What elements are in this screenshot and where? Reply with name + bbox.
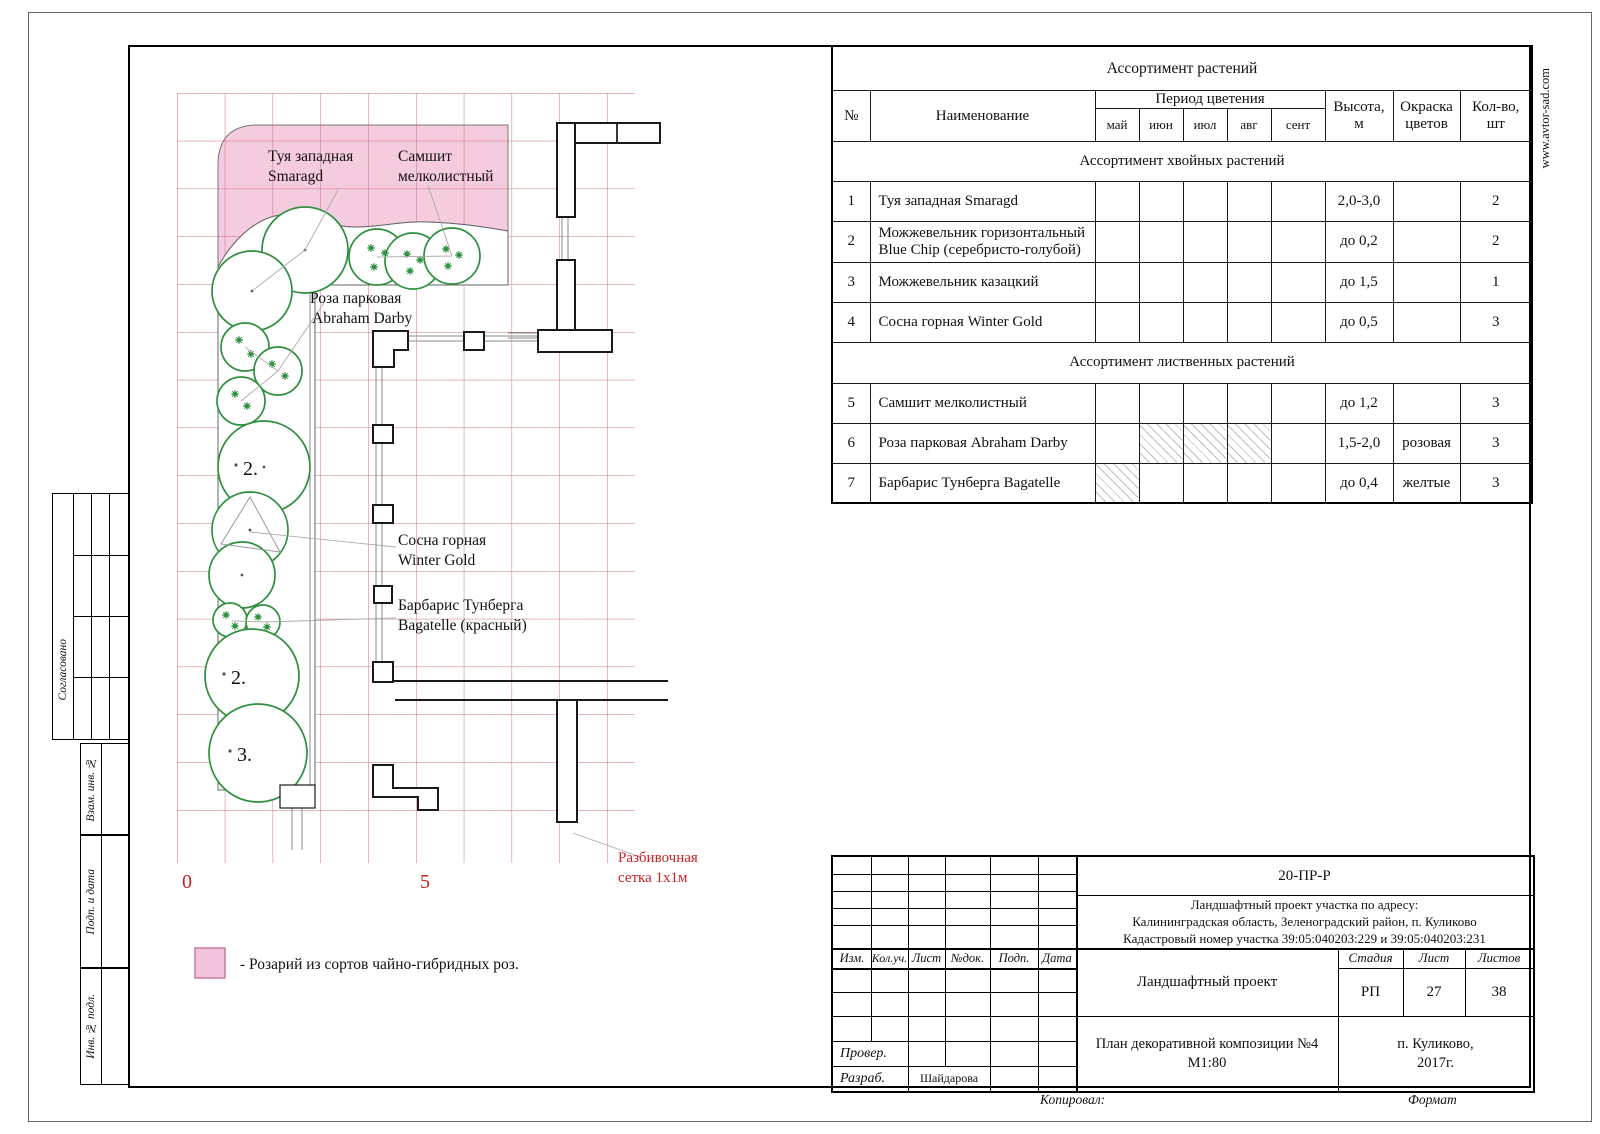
bloom-cell bbox=[1271, 383, 1325, 423]
col-header-name: Наименование bbox=[870, 91, 1095, 142]
tb-place-line1: п. Куликово, bbox=[1397, 1035, 1474, 1052]
tb-prover-label: Провер. bbox=[840, 1045, 887, 1061]
title-block bbox=[831, 855, 1535, 1093]
row-name: Можжевельник горизонтальный Blue Chip (серебристо-голубой) bbox=[870, 221, 1095, 262]
row-qty: 2 bbox=[1460, 221, 1532, 262]
bloom-cell bbox=[1095, 383, 1139, 423]
row-qty: 3 bbox=[1460, 463, 1532, 503]
row-qty: 3 bbox=[1460, 383, 1532, 423]
tb-line bbox=[833, 992, 1076, 993]
bloom-cell bbox=[1139, 221, 1183, 262]
plant-marker: 2. bbox=[243, 458, 258, 480]
row-color bbox=[1393, 262, 1460, 302]
boxwood-label-line2: мелколистный bbox=[398, 168, 494, 185]
fence-post bbox=[374, 586, 392, 603]
podp-data-box bbox=[80, 834, 129, 969]
row-color bbox=[1393, 221, 1460, 262]
legend-rosary-swatch bbox=[195, 948, 225, 978]
pine-label-line1: Сосна горная bbox=[398, 532, 487, 549]
bloom-cell bbox=[1183, 302, 1227, 342]
bloom-cell bbox=[1095, 423, 1139, 463]
bloom-cell bbox=[1139, 181, 1183, 221]
table-row bbox=[832, 221, 1532, 262]
row-height: до 0,5 bbox=[1325, 302, 1393, 342]
tb-stage-value: РП bbox=[1360, 983, 1381, 1000]
row-qty: 3 bbox=[1460, 302, 1532, 342]
site-plan bbox=[128, 45, 832, 1089]
tb-header-data: Дата bbox=[1042, 950, 1072, 965]
tb-drawing-title-line1: План декоративной композиции №4 bbox=[1095, 1035, 1319, 1052]
plant-marker: 2. bbox=[231, 667, 246, 689]
bloom-cell bbox=[1095, 262, 1139, 302]
fence-post bbox=[464, 332, 484, 350]
row-name: Можжевельник казацкий bbox=[870, 262, 1095, 302]
plant-marker: 3. bbox=[237, 744, 252, 766]
bloom-cell bbox=[1183, 221, 1227, 262]
table-row bbox=[832, 423, 1532, 463]
tb-header-podp: Подп. bbox=[998, 950, 1030, 965]
bloom-cell bbox=[1271, 423, 1325, 463]
layout-grid-ticks bbox=[177, 837, 635, 863]
table-row bbox=[832, 302, 1532, 342]
vzam-inv-label: Взам. инв. № bbox=[85, 757, 97, 822]
row-height: до 1,2 bbox=[1325, 383, 1393, 423]
row-num: 5 bbox=[832, 383, 870, 423]
tb-line bbox=[833, 874, 1076, 875]
month-header: авг bbox=[1227, 108, 1271, 141]
thuja-label-line2: Smaragd bbox=[268, 168, 324, 185]
bloom-cell bbox=[1227, 302, 1271, 342]
bloom-cell bbox=[1139, 302, 1183, 342]
barberry-label-line2: Bagatelle (красный) bbox=[398, 617, 527, 634]
col-header-num: № bbox=[832, 91, 870, 142]
fence-post bbox=[373, 425, 393, 443]
bloom-cell bbox=[1139, 383, 1183, 423]
inv-podl-box bbox=[80, 967, 129, 1085]
tb-header-koluch: Кол.уч. bbox=[871, 950, 908, 965]
stamp-divider bbox=[73, 616, 128, 617]
building-wall bbox=[557, 123, 575, 217]
rose-label-line2: Abraham Darby bbox=[312, 310, 413, 327]
bloom-cell bbox=[1227, 221, 1271, 262]
row-name: Туя западная Smaragd bbox=[870, 181, 1095, 221]
table-row bbox=[832, 262, 1532, 302]
tb-drawing-title bbox=[1076, 1016, 1338, 1091]
tb-line bbox=[1038, 857, 1039, 1091]
tb-razrab-name: Шайдарова bbox=[919, 1071, 979, 1085]
bloom-cell bbox=[1183, 383, 1227, 423]
bloom-cell bbox=[1183, 181, 1227, 221]
tb-header-ndok: №док. bbox=[950, 950, 985, 965]
row-color: желтые bbox=[1393, 463, 1460, 503]
section-header-conifer: Ассортимент хвойных растений bbox=[832, 141, 1532, 181]
tb-header-izm: Изм. bbox=[839, 950, 865, 965]
podp-data-label: Подп. и дата bbox=[85, 868, 97, 935]
row-name: Самшит мелколистный bbox=[870, 383, 1095, 423]
row-color bbox=[1393, 383, 1460, 423]
format-label: Формат bbox=[1408, 1092, 1457, 1107]
bloom-cell bbox=[1227, 383, 1271, 423]
assortment-table bbox=[831, 45, 1533, 504]
building-wall bbox=[538, 330, 612, 352]
tb-sheets-value: 38 bbox=[1491, 983, 1507, 1000]
row-num: 2 bbox=[832, 221, 870, 262]
grid-scale-zero: 0 bbox=[182, 871, 192, 893]
table-row bbox=[832, 383, 1532, 423]
approval-stamp-label-area bbox=[53, 605, 73, 735]
bed-end-curb bbox=[280, 785, 315, 808]
vzam-inv-box bbox=[80, 743, 129, 836]
month-header: июл bbox=[1183, 108, 1227, 141]
bloom-cell bbox=[1183, 463, 1227, 503]
bloom-cell bbox=[1271, 302, 1325, 342]
bloom-cell-active bbox=[1095, 463, 1139, 503]
stamp-divider bbox=[73, 677, 128, 678]
building-wall bbox=[557, 260, 575, 332]
grid-scale-five: 5 bbox=[420, 871, 430, 893]
month-header: сент bbox=[1271, 108, 1325, 141]
tb-line bbox=[833, 925, 1076, 926]
pine-label-line2: Winter Gold bbox=[398, 552, 476, 569]
stamp-divider bbox=[73, 555, 128, 556]
bloom-cell-active bbox=[1227, 423, 1271, 463]
website-credit-area bbox=[1536, 48, 1554, 188]
bloom-cell bbox=[1139, 262, 1183, 302]
col-header-height: Высота, м bbox=[1325, 91, 1393, 142]
table-row bbox=[832, 463, 1532, 503]
row-num: 6 bbox=[832, 423, 870, 463]
row-height: 2,0-3,0 bbox=[1325, 181, 1393, 221]
grid-note-line2: сетка 1х1м bbox=[618, 870, 688, 886]
tb-sheet-label: Лист bbox=[1418, 950, 1450, 965]
stamp-divider bbox=[101, 835, 102, 968]
approval-stamp-box bbox=[52, 493, 129, 740]
boxwood-label-line1: Самшит bbox=[398, 148, 453, 165]
kopiroval-label: Копировал: bbox=[1040, 1092, 1106, 1107]
bloom-cell-active bbox=[1183, 423, 1227, 463]
tb-address-line3: Кадастровый номер участка 39:05:040203:229 и 39:05:040203:231 bbox=[1123, 931, 1486, 946]
row-num: 4 bbox=[832, 302, 870, 342]
tb-line bbox=[833, 968, 1076, 970]
row-height: до 1,5 bbox=[1325, 262, 1393, 302]
tb-sheets-label: Листов bbox=[1477, 950, 1521, 965]
bloom-cell bbox=[1227, 262, 1271, 302]
tb-stage-label: Стадия bbox=[1348, 950, 1393, 965]
soglasovano-label: Согласовано bbox=[57, 639, 69, 701]
row-qty: 1 bbox=[1460, 262, 1532, 302]
tb-place-line2: 2017г. bbox=[1417, 1054, 1454, 1071]
col-header-qty: Кол-во, шт bbox=[1460, 91, 1532, 142]
bloom-cell bbox=[1271, 262, 1325, 302]
row-name: Роза парковая Abraham Darby bbox=[870, 423, 1095, 463]
col-header-color: Окраска цветов bbox=[1393, 91, 1460, 142]
legend-rosary-text: - Розарий из сортов чайно-гибридных роз. bbox=[240, 956, 519, 973]
bloom-cell bbox=[1183, 262, 1227, 302]
tb-line bbox=[833, 908, 1076, 909]
tb-sheet-value: 27 bbox=[1426, 983, 1442, 1000]
row-qty: 2 bbox=[1460, 181, 1532, 221]
bloom-cell bbox=[1095, 302, 1139, 342]
tb-project-name: Ландшафтный проект bbox=[1136, 973, 1278, 990]
row-color bbox=[1393, 302, 1460, 342]
bloom-cell bbox=[1095, 221, 1139, 262]
tb-line bbox=[990, 857, 991, 1091]
stamp-divider bbox=[101, 968, 102, 1084]
row-qty: 3 bbox=[1460, 423, 1532, 463]
tb-line bbox=[833, 891, 1076, 892]
row-num: 7 bbox=[832, 463, 870, 503]
bloom-cell bbox=[1227, 181, 1271, 221]
tb-line bbox=[833, 1016, 1076, 1017]
bloom-cell bbox=[1095, 181, 1139, 221]
grid-note-line1: Разбивочная bbox=[618, 850, 698, 866]
tb-address bbox=[1076, 895, 1533, 948]
row-color: розовая bbox=[1393, 423, 1460, 463]
row-num: 3 bbox=[832, 262, 870, 302]
col-header-bloom: Период цветения bbox=[1095, 91, 1325, 109]
building-wall bbox=[557, 700, 577, 822]
tb-header-list: Лист bbox=[911, 950, 942, 965]
row-color bbox=[1393, 181, 1460, 221]
fence-post bbox=[373, 505, 393, 523]
month-header: июн bbox=[1139, 108, 1183, 141]
row-name: Барбарис Тунберга Bagatelle bbox=[870, 463, 1095, 503]
row-height: 1,5-2,0 bbox=[1325, 423, 1393, 463]
tb-razrab-label: Разраб. bbox=[840, 1070, 886, 1086]
tb-doc-code: 20-ПР-Р bbox=[1278, 867, 1331, 884]
assortment-table-wrap bbox=[831, 45, 1533, 504]
inv-podl-label: Инв. № подл. bbox=[85, 993, 97, 1059]
tb-address-line2: Калининградская область, Зеленоградский район, п. Куликово bbox=[1132, 914, 1477, 929]
section-header-deciduous: Ассортимент лиственных растений bbox=[832, 342, 1532, 383]
bloom-cell-active bbox=[1139, 423, 1183, 463]
bloom-cell bbox=[1271, 463, 1325, 503]
tb-place bbox=[1338, 1016, 1533, 1091]
bloom-cell bbox=[1227, 463, 1271, 503]
stamp-divider bbox=[101, 744, 102, 835]
row-name: Сосна горная Winter Gold bbox=[870, 302, 1095, 342]
bloom-cell bbox=[1139, 463, 1183, 503]
bloom-cell bbox=[1271, 221, 1325, 262]
rose-label-line1: Роза парковая bbox=[310, 290, 402, 307]
row-height: до 0,4 bbox=[1325, 463, 1393, 503]
row-num: 1 bbox=[832, 181, 870, 221]
thuja-label-line1: Туя западная bbox=[268, 148, 354, 165]
month-header: май bbox=[1095, 108, 1139, 141]
tb-address-line1: Ландшафтный проект участка по адресу: bbox=[1190, 897, 1419, 912]
fence-post bbox=[373, 662, 393, 682]
table-row bbox=[832, 181, 1532, 221]
table-title: Ассортимент растений bbox=[832, 46, 1532, 91]
website-credit: www.avtor-sad.com bbox=[1537, 67, 1552, 169]
row-height: до 0,2 bbox=[1325, 221, 1393, 262]
bloom-cell bbox=[1271, 181, 1325, 221]
tb-drawing-title-line2: М1:80 bbox=[1187, 1054, 1227, 1071]
barberry-label-line1: Барбарис Тунберга bbox=[398, 597, 524, 614]
